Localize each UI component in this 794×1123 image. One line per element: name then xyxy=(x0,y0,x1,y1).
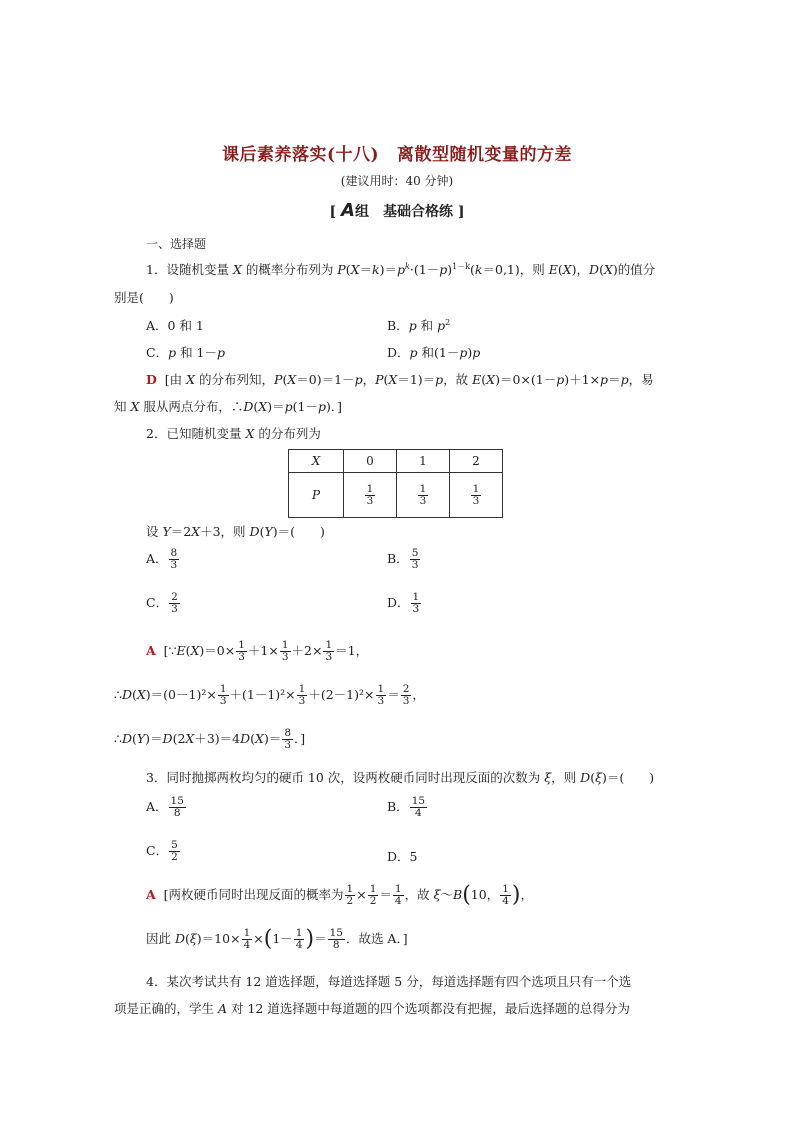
table-cell: P xyxy=(289,473,344,518)
table-cell: $\frac{1}{3}$ xyxy=(450,473,503,518)
q3-option-d: D．5 xyxy=(387,849,418,864)
section-heading: 一、选择题 xyxy=(146,237,207,251)
q2-option-b: B． $\frac{5}{3}$ xyxy=(387,547,419,571)
q2-option-a: A． $\frac{8}{3}$ xyxy=(146,547,178,571)
q1-option-a: A．0 和 1 xyxy=(146,318,204,333)
q4-stem-line2: 项是正确的，学生 A 对 12 道选择题中每道题的四个选项都没有把握，最后选择题的总得分为 xyxy=(114,1001,630,1016)
table-row xyxy=(289,450,503,473)
table-cell: $\frac{1}{3}$ xyxy=(344,473,397,518)
q2-explanation-line3: ∴D(Y)＝D(2X＋3)＝4D(X)＝ $\frac{8}{3}$ ．] xyxy=(114,727,306,751)
page-title: 课后素养落实(十八) 离散型随机变量的方差 xyxy=(221,145,573,165)
q1-option-d: D．p 和(1－p)p xyxy=(387,345,481,360)
q2-option-c: C． $\frac{2}{3}$ xyxy=(146,591,178,615)
q3-explanation-line2: 因此 D(ξ)＝10× $\frac{1}{4}$ ×(1－ $\frac{1}{4}$ )＝ $\frac{15}{8}$ ．故选 A．] xyxy=(146,926,408,952)
q1-stem-line2: 别是( ) xyxy=(114,290,174,305)
q1-option-c: C．p 和 1－p xyxy=(146,345,226,360)
q2-stem: 2．已知随机变量 X 的分布列为 xyxy=(146,426,321,441)
q2-option-d: D． $\frac{1}{3}$ xyxy=(387,591,420,615)
q2-explanation-line1: A [∵E(X)＝0× $\frac{1}{3}$ ＋1× $\frac{1}{3}$ ＋2× $\frac{1}{3}$ ＝1， xyxy=(146,639,369,663)
table-header-cell: 2 xyxy=(450,450,503,473)
table-cell: $\frac{1}{3}$ xyxy=(397,473,450,518)
table-row xyxy=(289,473,503,518)
q3-option-b: B． $\frac{15}{4}$ xyxy=(387,795,426,819)
q3-explanation-line1: A [两枚硬币同时出现反面的概率为 $\frac{1}{2}$ × $\frac{1}{2}$ ＝ $\frac{1}{4}$ ，故 ξ～B(10， $\frac{1}{4}$ )， xyxy=(146,882,533,908)
table-header-cell: 0 xyxy=(344,450,397,473)
q2-answer: A xyxy=(146,643,156,658)
distribution-table xyxy=(288,449,503,518)
q1-stem-line1: 1．设随机变量 X 的概率分布列为 $P(X=k)=p^k\cdot(1-p)^{1-k}(k=0,1)$，则 E(X)，D(X)的值分 xyxy=(146,261,656,277)
q2-explanation-line2: ∴D(X)＝(0－1)²× $\frac{1}{3}$ ＋(1－1)²× $\frac{1}{3}$ ＋(2－1)²× $\frac{1}{3}$ ＝ $\frac{2}{3}$ ， xyxy=(114,683,425,707)
q1-explanation-line1: D [由 X 的分布列知，P(X＝0)＝1－p，P(X＝1)＝p，故 E(X)＝0×(1－p)＋1×p＝p，易 xyxy=(146,372,654,387)
q1-answer: D xyxy=(146,372,157,387)
q3-option-c: C． $\frac{5}{2}$ xyxy=(146,839,178,863)
q3-stem: 3．同时抛掷两枚均匀的硬币 10 次，设两枚硬币同时出现反面的次数为 ξ，则 D(ξ)＝( ) xyxy=(146,770,655,785)
table-header-cell: 1 xyxy=(397,450,450,473)
q4-stem-line1: 4．某次考试共有 12 道选择题，每道选择题 5 分，每道选择题有四个选项且只有一个选 xyxy=(146,974,632,989)
q1-explanation-line2: 知 X 服从两点分布，∴D(X)＝p(1－p)．] xyxy=(114,399,342,414)
q2-question-line: 设 Y＝2X＋3，则 D(Y)＝( ) xyxy=(146,524,325,539)
q3-option-a: A． $\frac{15}{8}$ xyxy=(146,795,184,819)
q1-option-b: B．p 和 $p^2$ xyxy=(387,317,451,333)
table-header-cell: X xyxy=(289,450,344,473)
suggested-time: (建议用时：40 分钟) xyxy=(340,174,454,188)
group-a-icon: A xyxy=(341,200,355,221)
group-heading: [ A组 基础合格练 ] xyxy=(329,200,465,221)
q3-answer: A xyxy=(146,887,156,902)
